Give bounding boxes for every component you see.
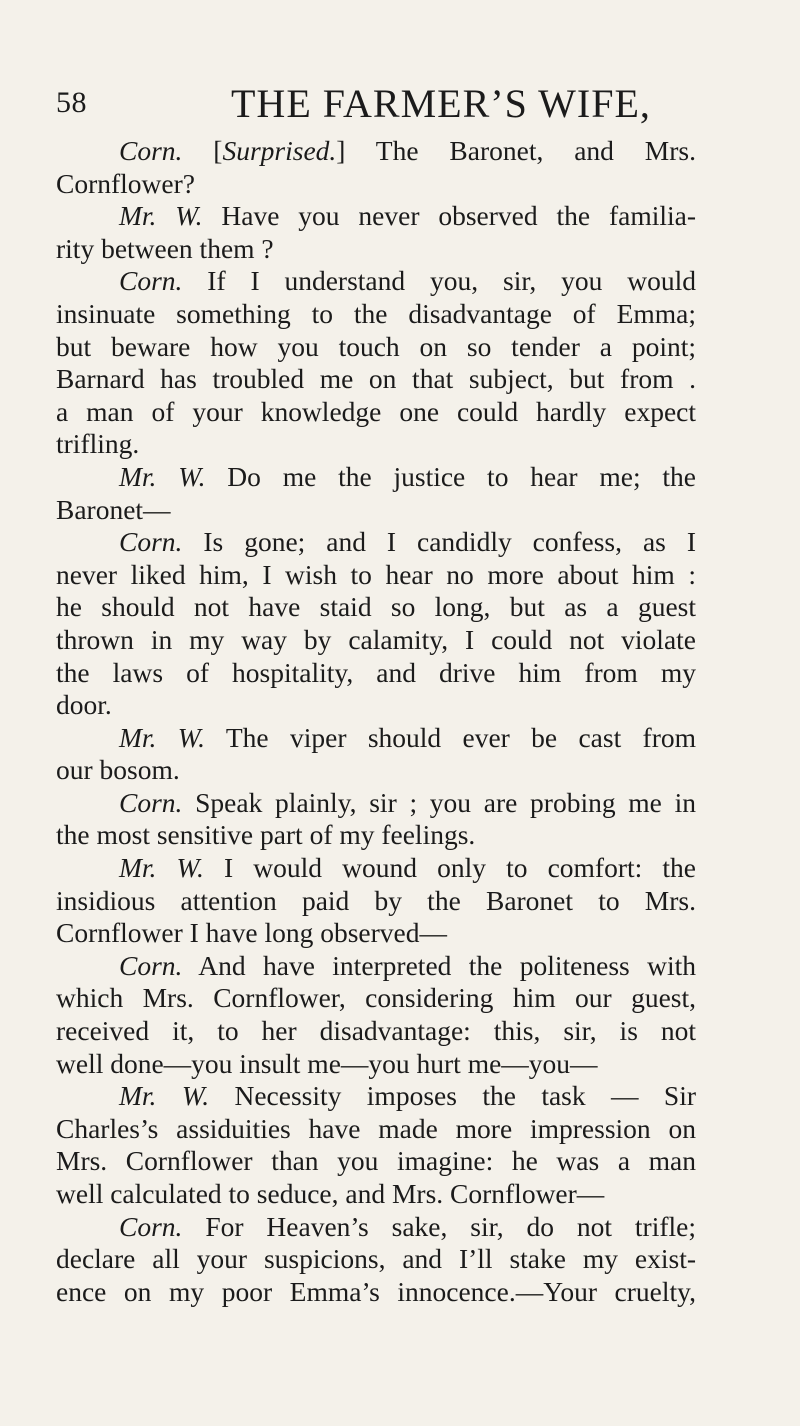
- page-header: [56, 80, 696, 130]
- text-line: [56, 200, 696, 233]
- speaker-name: Corn.: [119, 1210, 183, 1242]
- line-text: Mrs. Cornflower than you imagine: he was a man: [56, 1145, 696, 1177]
- speaker-name: Mr. W.: [119, 852, 204, 884]
- line-text: the laws of hospitality, and drive him from my: [56, 656, 696, 688]
- line-text: ence on my poor Emma’s innocence.—Your cruelty,: [56, 1275, 696, 1307]
- text-line: [56, 950, 696, 983]
- line-text: thrown in my way by calamity, I could not violate: [56, 623, 696, 655]
- text-line: [56, 363, 696, 396]
- text-line: [56, 298, 696, 331]
- text-line: [56, 331, 696, 364]
- line-text: insidious attention paid by the Baronet to Mrs.: [56, 884, 696, 916]
- text-line: [56, 657, 696, 690]
- text-line: [56, 852, 696, 885]
- line-text: which Mrs. Cornflower, considering him our guest,: [56, 982, 696, 1014]
- speaker-name: Corn.: [119, 786, 183, 818]
- text-line: [56, 1015, 696, 1048]
- text-line: [56, 168, 696, 201]
- line-text: insinuate something to the disadvantage of Emma;: [56, 297, 696, 329]
- line-text: Barnard has troubled me on that subject, but from .: [56, 363, 696, 395]
- line-text: trifling.: [56, 428, 140, 460]
- line-text: well calculated to seduce, and Mrs. Cornflower—: [56, 1178, 605, 1209]
- line-text: well done—you insult me—you hurt me—you—: [56, 1047, 598, 1079]
- text-line: [56, 396, 696, 429]
- line-text: The viper should ever be cast from: [205, 721, 697, 753]
- line-text: I would wound only to comfort: the: [203, 852, 696, 884]
- line-text: declare all your suspicions, and I’ll stake my exist-: [56, 1243, 696, 1275]
- text-line: [56, 591, 696, 624]
- running-title: THE FARMER’S WIFE,: [231, 81, 651, 126]
- line-text: [Surprised.] The Baronet, and Mrs.: [182, 135, 696, 166]
- text-line: [56, 233, 696, 266]
- text-line: [56, 1178, 696, 1211]
- text-line: [56, 494, 696, 527]
- text-line: [56, 1211, 696, 1244]
- line-text: received it, to her disadvantage: this, sir, is not: [56, 1015, 696, 1047]
- line-text: rity between them ?: [56, 232, 274, 264]
- line-text: but beware how you touch on so tender a point;: [56, 330, 696, 362]
- line-text: Cornflower?: [56, 167, 195, 199]
- text-line: [56, 1276, 696, 1309]
- line-text: Necessity imposes the task — Sir: [209, 1080, 696, 1112]
- text-line: [56, 265, 696, 298]
- line-text: Speak plainly, sir ; you are probing me in: [182, 786, 696, 818]
- text-line: [56, 559, 696, 592]
- text-line: [56, 819, 696, 852]
- speaker-name: Corn.: [119, 526, 183, 558]
- speaker-name: Mr. W.: [119, 1080, 210, 1112]
- text-line: [56, 1145, 696, 1178]
- text-line: [56, 689, 696, 722]
- speaker-name: Corn.: [119, 135, 183, 166]
- page-number: 58: [56, 86, 87, 119]
- line-text: never liked him, I wish to hear no more about him :: [56, 558, 696, 590]
- speaker-name: Corn.: [119, 949, 183, 981]
- line-text: a man of your knowledge one could hardly expect: [56, 395, 696, 427]
- line-text: For Heaven’s sake, sir, do not trifle;: [182, 1210, 696, 1242]
- speaker-name: Corn.: [119, 265, 183, 297]
- text-line: [56, 754, 696, 787]
- line-text: door.: [56, 689, 112, 721]
- stage-direction: Surprised.: [222, 135, 337, 166]
- text-line: [56, 1080, 696, 1113]
- text-line: [56, 428, 696, 461]
- text-line: [56, 1113, 696, 1146]
- text-line: [56, 1048, 696, 1081]
- line-text: Cornflower I have long observed—: [56, 917, 448, 949]
- text-line: [56, 135, 696, 168]
- line-text: the most sensitive part of my feelings.: [56, 819, 476, 851]
- line-text: Have you never observed the familia-: [202, 200, 696, 232]
- text-line: [56, 1243, 696, 1276]
- speaker-name: Mr. W.: [119, 200, 203, 232]
- text-line: [56, 461, 696, 494]
- line-text: our bosom.: [56, 754, 180, 786]
- speaker-name: Mr. W.: [119, 460, 206, 492]
- line-text: Is gone; and I candidly confess, as I: [182, 526, 696, 558]
- line-text: If I understand you, sir, you would: [182, 265, 696, 297]
- line-text: Do me the justice to hear me; the: [205, 460, 696, 492]
- text-line: [56, 787, 696, 820]
- text-line: [56, 917, 696, 950]
- line-text: And have interpreted the politeness with: [182, 949, 696, 981]
- page-body-text: [56, 135, 696, 1308]
- speaker-name: Mr. W.: [119, 721, 206, 753]
- line-text: Charles’s assiduities have made more impression on: [56, 1112, 696, 1144]
- line-text: he should not have staid so long, but as a guest: [56, 591, 696, 623]
- line-text: Baronet—: [56, 493, 171, 525]
- text-line: [56, 885, 696, 918]
- text-line: [56, 624, 696, 657]
- text-line: [56, 722, 696, 755]
- text-line: [56, 526, 696, 559]
- text-line: [56, 982, 696, 1015]
